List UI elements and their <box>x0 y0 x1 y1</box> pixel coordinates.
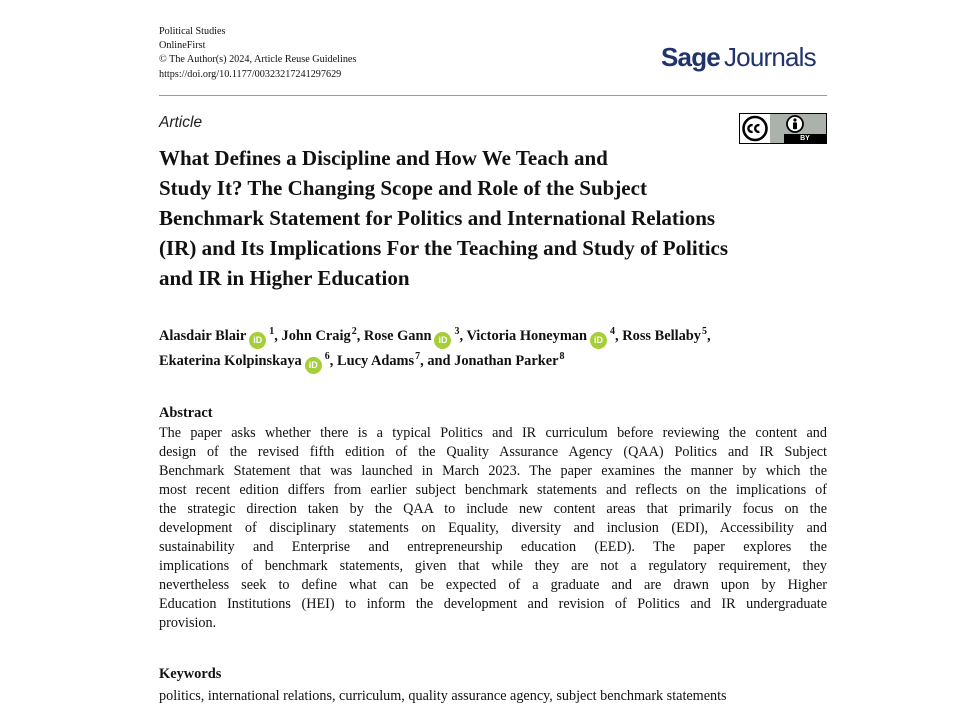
brand-regular: Journals <box>723 42 816 72</box>
title-line: Benchmark Statement for Politics and International Relations <box>159 206 716 230</box>
author-name[interactable]: Lucy Adams <box>336 353 415 369</box>
separator: , and <box>420 353 451 369</box>
cc-by-license-badge[interactable] <box>739 113 827 144</box>
separator: , <box>356 328 361 344</box>
author-name[interactable]: Rose Gann <box>363 328 432 344</box>
abstract-heading: Abstract <box>159 405 213 421</box>
article-type-label: Article <box>159 114 203 131</box>
abstract-line: The paper asks whether there is a typical Politics and IR curriculum before reviewing the content and <box>159 425 827 441</box>
abstract-line: nevertheless seek to define what can be expected of a graduate and are drawn upon by Higher <box>159 577 827 593</box>
affiliation-marker: 6 <box>324 351 330 363</box>
orcid-icon[interactable]: iD <box>249 332 266 349</box>
author-name[interactable]: John Craig <box>281 328 351 344</box>
separator: , <box>615 328 619 344</box>
separator: , <box>707 328 711 344</box>
affiliation-marker: 2 <box>351 326 357 338</box>
abstract-line: sustainability and Enterprise and entrepreneurship education (EED). The paper explores the <box>159 539 827 555</box>
copyright-notice[interactable]: © The Author(s) 2024, Article Reuse Guidelines <box>159 54 357 66</box>
author-name[interactable]: Alasdair Blair <box>159 328 247 344</box>
affiliation-marker: 1 <box>269 326 275 338</box>
publication-status: OnlineFirst <box>159 40 206 52</box>
author-list <box>159 324 829 374</box>
cc-icon <box>744 117 767 140</box>
abstract-line: implications of benchmark statements, given that while they are not a regulatory requirement, they <box>159 558 827 574</box>
keywords-heading: Keywords <box>159 666 222 682</box>
abstract-line: Benchmark Statement that was launched in March 2023. The paper examines the manner by which the <box>159 463 827 479</box>
article-title <box>159 143 829 293</box>
abstract-line: design of the revised fifth edition of the Quality Assurance Agency (QAA) Politics and IR Subject <box>159 444 827 460</box>
title-line: and IR in Higher Education <box>159 266 410 290</box>
title-line: What Defines a Discipline and How We Teach and <box>159 146 608 170</box>
abstract-line: development of disciplinary statements on Equality, diversity and inclusion (EDI), Accessibility and <box>159 520 827 536</box>
abstract-line: provision. <box>159 615 217 631</box>
author-name[interactable]: Victoria Honeyman <box>466 328 588 344</box>
abstract-line: most recent edition differs from earlier subject benchmark statements and reflects on the implications of <box>159 482 827 498</box>
separator: , <box>329 353 334 369</box>
header-divider <box>159 95 827 96</box>
separator: , <box>274 328 278 344</box>
author-name[interactable]: Jonathan Parker <box>454 353 559 369</box>
abstract-text <box>159 424 827 633</box>
affiliation-marker: 8 <box>559 351 565 363</box>
orcid-icon[interactable]: iD <box>434 332 451 349</box>
author-line <box>159 324 829 349</box>
affiliation-marker: 7 <box>415 351 421 363</box>
abstract-line: the strategic direction taken by the QAA to include new content areas that primarily focus on the <box>159 501 827 517</box>
author-name[interactable]: Ross Bellaby <box>622 328 701 344</box>
doi-link[interactable]: https://doi.org/10.1177/00323217241297629 <box>159 68 342 80</box>
sage-journals-logo[interactable] <box>661 39 816 75</box>
title-line: Study It? The Changing Scope and Role of the Subject <box>159 176 647 200</box>
person-icon <box>787 116 803 132</box>
brand-bold: Sage <box>661 42 720 72</box>
author-name[interactable]: Ekaterina Kolpinskaya <box>159 353 302 369</box>
abstract-line: Education Institutions (HEI) to inform the development and revision of Politics and IR undergraduate <box>159 596 827 612</box>
journal-name: Political Studies <box>159 26 226 37</box>
author-line <box>159 349 829 374</box>
affiliation-marker: 4 <box>610 326 616 338</box>
affiliation-marker: 3 <box>454 326 460 338</box>
title-line: (IR) and Its Implications For the Teaching and Study of Politics <box>159 236 729 260</box>
separator: , <box>459 328 464 344</box>
by-label: BY <box>784 134 826 143</box>
journal-meta <box>159 25 356 82</box>
orcid-icon[interactable]: iD <box>305 357 322 374</box>
affiliation-marker: 5 <box>702 326 707 338</box>
orcid-icon[interactable]: iD <box>590 332 607 349</box>
keywords-text: politics, international relations, curriculum, quality assurance agency, subject benchmark statements <box>159 688 727 704</box>
